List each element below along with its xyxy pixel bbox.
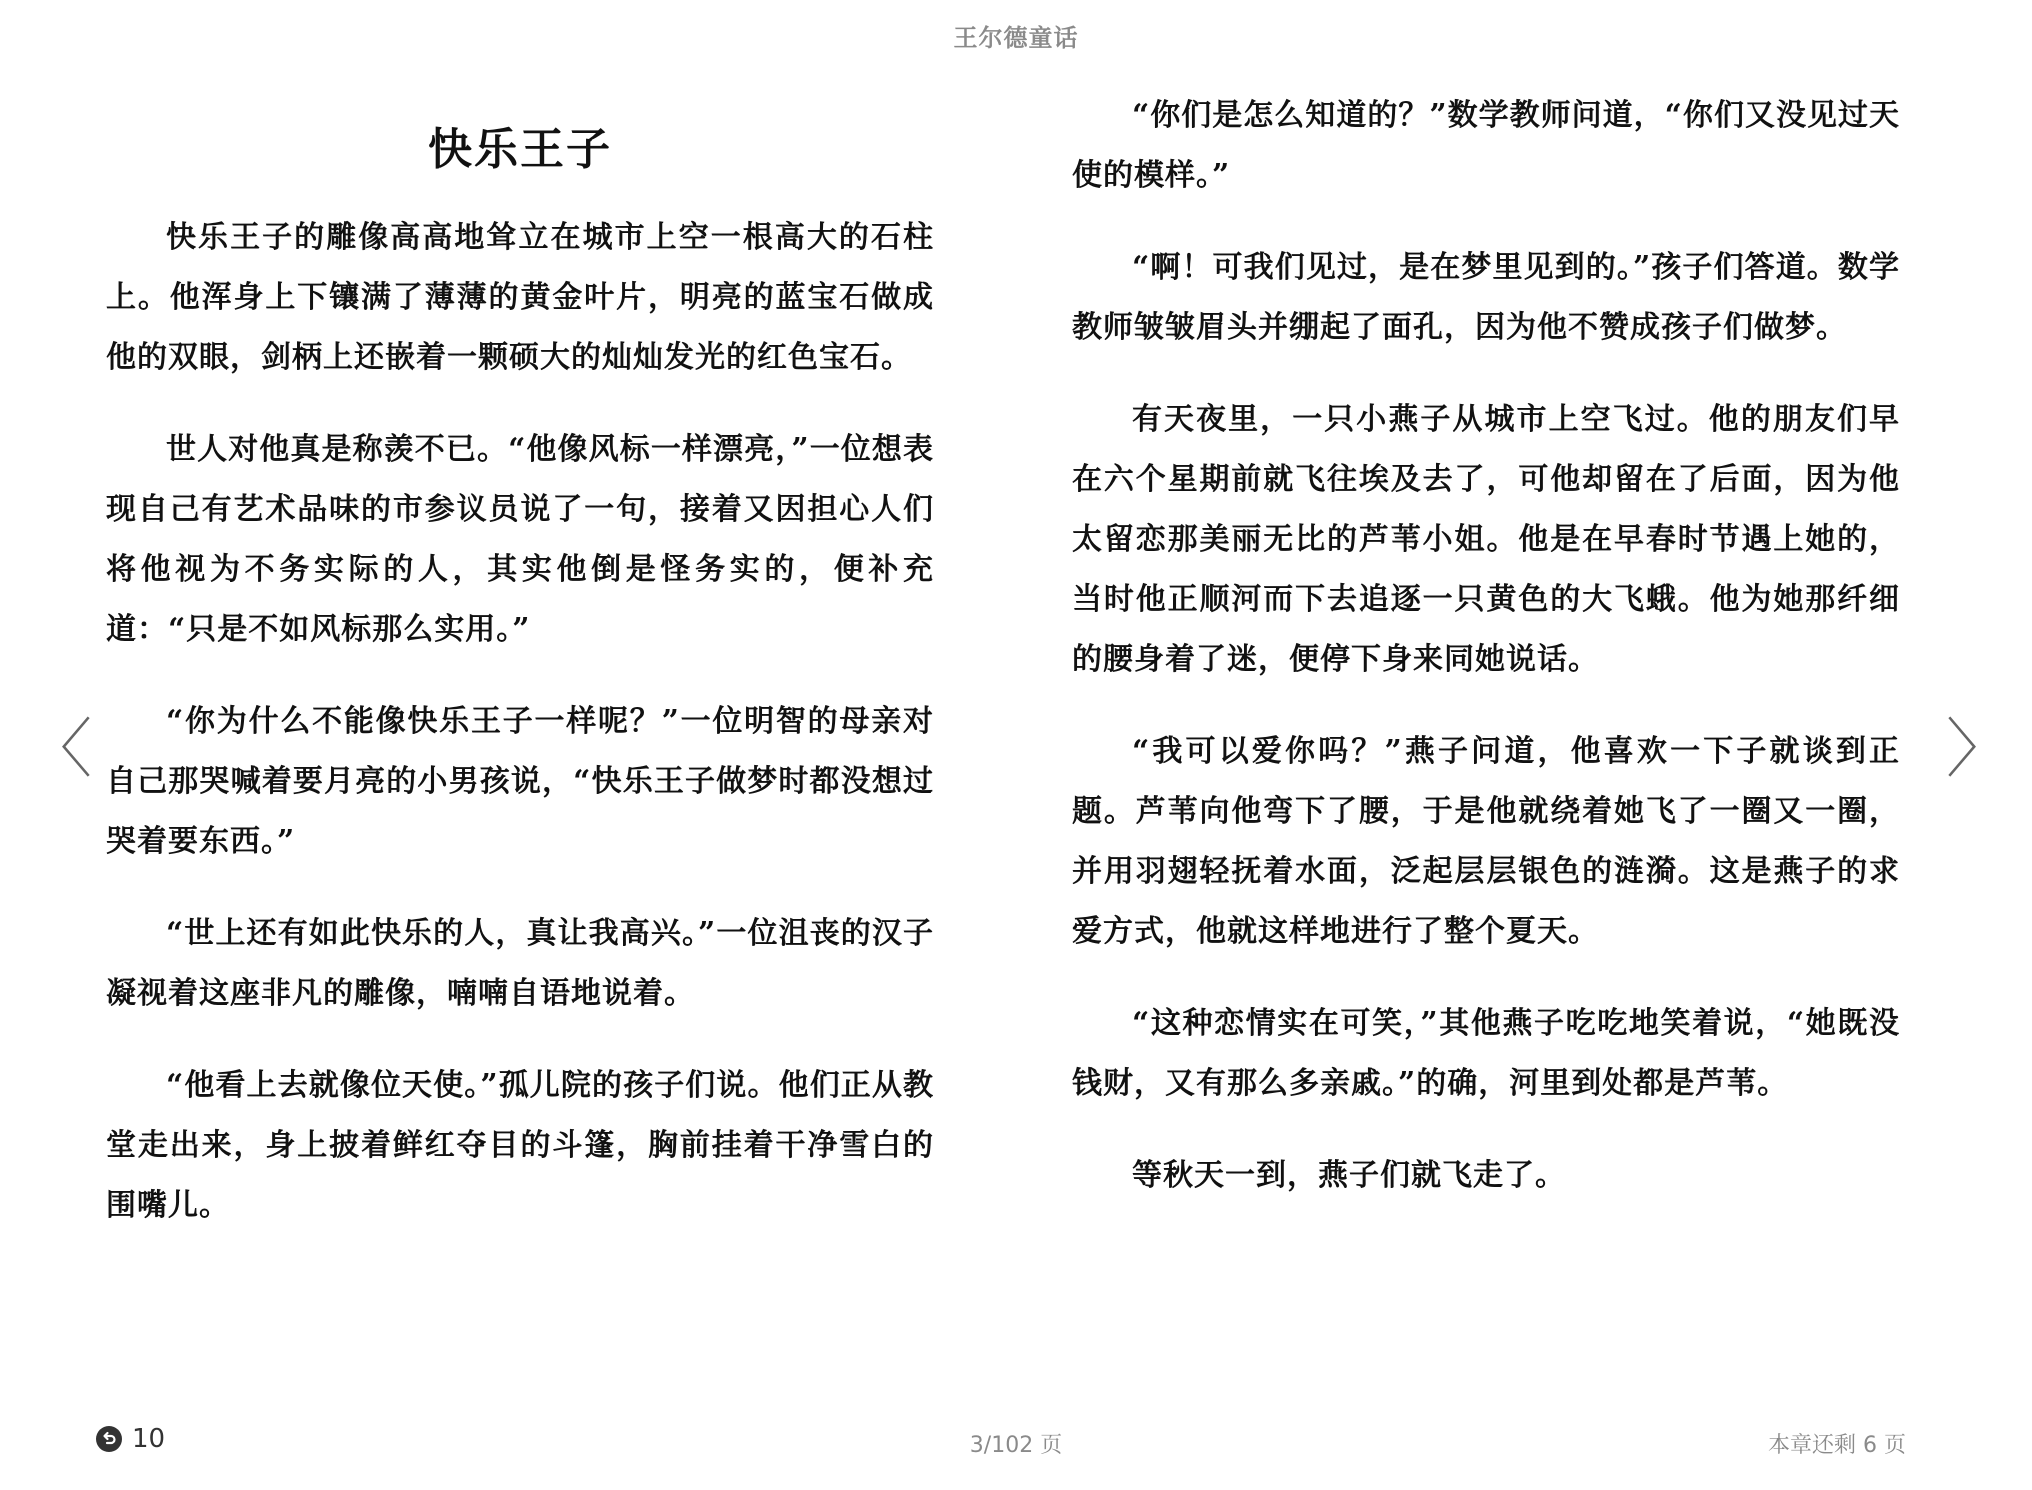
paragraph: “世上还有如此快乐的人，真让我高兴。”一位沮丧的汉子凝视着这座非凡的雕像，喃喃自语地说着。 <box>106 916 934 1011</box>
chapter-pages-remaining: 本章还剩 6 页 <box>1768 1433 1906 1458</box>
book-title: 王尔德童话 <box>953 24 1079 52</box>
chevron-right-icon: 〉 <box>1946 713 2010 787</box>
paragraph: “他看上去就像位天使。”孤儿院的孩子们说。他们正从教堂走出来，身上披着鲜红夺目的斗篷，胸前挂着干净雪白的围嘴儿。 <box>106 1068 934 1223</box>
paragraph: 有天夜里，一只小燕子从城市上空飞过。他的朋友们早在六个星期前就飞往埃及去了，可他却留在了后面，因为他太留恋那美丽无比的芦苇小姐。他是在早春时节遇上她的，当时他正顺河而下去追逐一只黄色的大飞蛾。他为她那纤细的腰身着了迷，便停下身来同她说话。 <box>1072 402 1900 677</box>
chevron-left-icon: 〈 <box>28 713 92 787</box>
page-indicator: 3/102 页 <box>969 1433 1063 1458</box>
paragraph: 快乐王子的雕像高高地耸立在城市上空一根高大的石柱上。他浑身上下镶满了薄薄的黄金叶片，明亮的蓝宝石做成他的双眼，剑柄上还嵌着一颗硕大的灿灿发光的红色宝石。 <box>106 220 934 375</box>
paragraph: “我可以爱你吗？”燕子问道，他喜欢一下子就谈到正题。芦苇向他弯下了腰，于是他就绕着她飞了一圈又一圈，并用羽翅轻抚着水面，泛起层层银色的涟漪。这是燕子的求爱方式，他就这样地进行了整个夏天。 <box>1072 734 1900 949</box>
right-page <box>1072 86 1900 1238</box>
paragraph: “这种恋情实在可笑，”其他燕子吃吃地笑着说，“她既没钱财，又有那么多亲戚。”的确，河里到处都是芦苇。 <box>1072 1006 1900 1101</box>
paragraph: “啊！可我们见过，是在梦里见到的。”孩子们答道。数学教师皱皱眉头并绷起了面孔，因为他不赞成孩子们做梦。 <box>1072 250 1900 345</box>
paragraph: 世人对他真是称羡不已。“他像风标一样漂亮，”一位想表现自己有艺术品味的市参议员说了一句，接着又因担心人们将他视为不务实际的人，其实他倒是怪务实的，便补充道：“只是不如风标那么实用。” <box>106 432 934 647</box>
previous-page-button[interactable] <box>28 712 92 788</box>
chapter-title: 快乐王子 <box>428 124 612 175</box>
next-page-button[interactable] <box>1946 712 2010 788</box>
back-count: 10 <box>132 1424 166 1454</box>
paragraph: “你为什么不能像快乐王子一样呢？”一位明智的母亲对自己那哭喊着要月亮的小男孩说，“快乐王子做梦时都没想过哭着要东西。” <box>106 704 934 859</box>
paragraph: 等秋天一到，燕子们就飞走了。 <box>1132 1158 1566 1193</box>
paragraph: “你们是怎么知道的？”数学教师问道，“你们又没见过天使的模样。” <box>1072 98 1900 193</box>
left-page <box>106 80 934 1268</box>
